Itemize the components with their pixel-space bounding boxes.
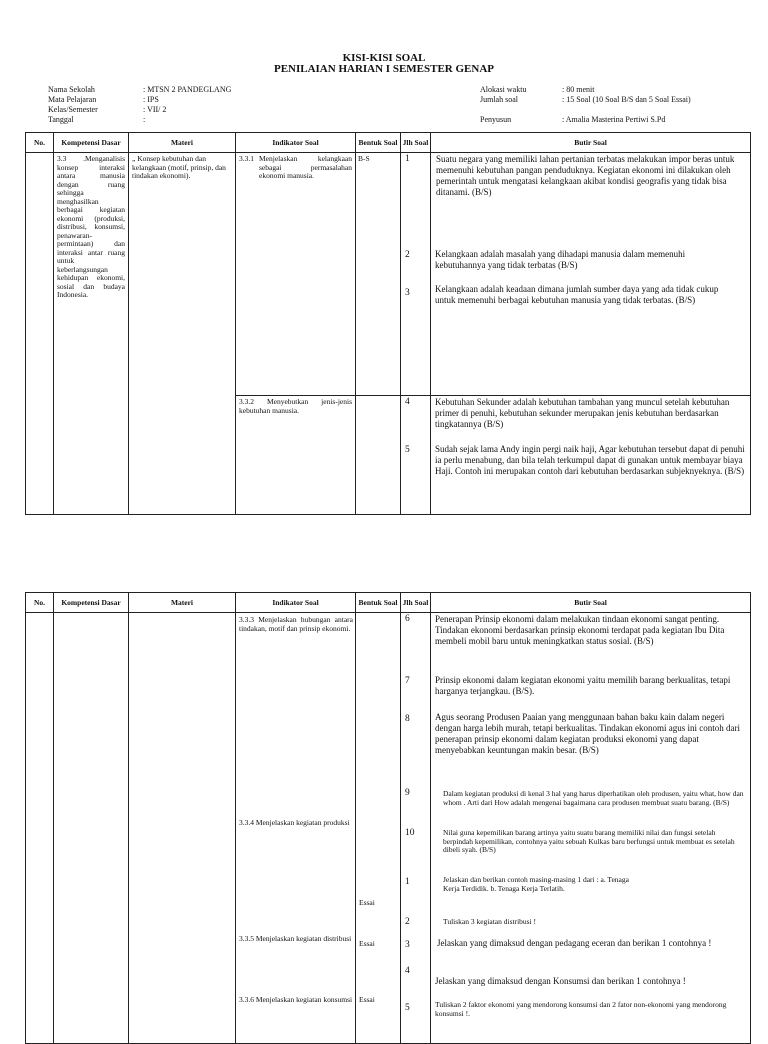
jlh-cell	[401, 396, 431, 515]
item-number: 4	[405, 966, 410, 976]
kisi-table-1	[25, 132, 751, 515]
question-text: Dalam kegiatan produksi di kenal 3 hal yang harus diperhatikan oleh produsen, yaitu what, how dan whom . Arti dari How adalah mengenai bagaimana cara produsen membuat suatu barang. (B/S)	[443, 789, 744, 807]
bentuk-text: Essai	[359, 995, 375, 1004]
item-number: 6	[405, 614, 410, 624]
info-label: Tanggal	[48, 115, 74, 124]
indikator-text: 3.3.6 Menjelaskan kegiatan konsumsi	[239, 995, 353, 1004]
item-number: 1	[405, 154, 410, 164]
question-text: Jelaskan yang dimaksud dengan pedagang eceran dan berikan 1 contohnya !	[437, 938, 712, 948]
item-number: 1	[405, 877, 410, 887]
butir-cell	[431, 613, 751, 1044]
no-cell	[26, 613, 54, 1044]
col-header-indikator: Indikator Soal	[236, 593, 356, 613]
info-value: : IPS	[143, 95, 159, 104]
info-right	[480, 85, 750, 127]
item-number: 7	[405, 676, 410, 686]
info-label: Kelas/Semester	[48, 105, 98, 114]
bentuk-cell	[356, 613, 401, 1044]
indikator-text: Menjelaskan kelangkaan sebagai permasalahan ekonomi manusia.	[259, 154, 352, 180]
question-text: Tuliskan 3 kegiatan distribusi !	[443, 917, 537, 926]
kd-cell	[54, 153, 129, 515]
question-text: Kebutuhan Sekunder adalah kebutuhan tambahan yang muncul setelah kebutuhan primer di penuhi, kebutuhan sekunder merupakan jenis kebutuhan berdasarkan tingkatannya (B/S)	[435, 397, 730, 429]
question-text: Agus seorang Produsen Paaian yang menggunaan bahan baku kain dalam negeri dengan harga lebih murah, tetapi berkualitas. Tindakan ekonomi agus ini contoh dari penerapan prinsip ekonomi dalam kegiatan produksi ekonomi yang dapat menyebabkan keuntungan makin besar. (B/S)	[435, 712, 741, 755]
info-left	[48, 85, 348, 127]
question-text: Penerapan Prinsip ekonomi dalam melakukan tindaan ekonomi sangat penting. Tindakan ekonomi berdasarkan prinsip ekonomi terdapat pada kegiatan Ibu Dita membeli mobil baru untuk meningkatkan status sosial. (B/S)	[435, 614, 725, 646]
indikator-text: 3.3.2 Menyebutkan jenis-jenis kebutuhan manusia.	[239, 397, 352, 415]
bentuk-text: Essai	[359, 939, 375, 948]
question-text: Kelangkaan adalah keadaan dimana jumlah sumber daya yang ada tidak cukup untuk memenuhi berbagai kebutuhan manusia yang tidak terbatas. (B/S)	[435, 284, 719, 305]
item-number: 4	[405, 397, 410, 407]
indikator-number: 3.3.1	[239, 154, 254, 163]
col-header-jlh: Jlh Soal	[401, 133, 431, 153]
bentuk-cell	[356, 153, 401, 396]
info-value: : 15 Soal (10 Soal B/S dan 5 Soal Essai)	[562, 95, 691, 104]
no-cell	[26, 153, 54, 515]
info-value: : MTSN 2 PANDEGLANG	[143, 85, 232, 94]
col-header-materi: Materi	[129, 593, 236, 613]
item-number: 3	[405, 288, 410, 298]
item-number: 2	[405, 250, 410, 260]
col-header-kd: Kompetensi Dasar	[54, 133, 129, 153]
materi-text: „ Konsep kebutuhan dan kelangkaan (motif, prinsip, dan tindakan ekonomi).	[132, 154, 226, 180]
item-number: 2	[405, 917, 410, 927]
item-number: 9	[405, 788, 410, 798]
materi-cell	[129, 613, 236, 1044]
bentuk-cell	[356, 396, 401, 515]
item-number: 5	[405, 1003, 410, 1013]
kd-cell	[54, 613, 129, 1044]
col-header-no: No.	[26, 133, 54, 153]
question-text: Prinsip ekonomi dalam kegiatan ekonomi yaitu memilih barang berkualitas, tetapi harganya terjangkau. (B/S).	[435, 675, 731, 696]
col-header-jlh: Jlh Soal	[401, 593, 431, 613]
info-value: : Amalia Masterina Pertiwi S.Pd	[562, 115, 666, 124]
question-text: Jelaskan dan berikan contoh masing-masing 1 dari : a. Tenaga Kerja Terdidik. b. Tenaga Kerja Terlatih.	[443, 875, 629, 893]
bentuk-text: B-S	[358, 154, 370, 163]
info-label: Jumlah soal	[480, 95, 518, 104]
bentuk-text: Essai	[359, 898, 375, 907]
col-header-butir: Butir Soal	[431, 133, 751, 153]
question-text: Suatu negara yang memiliki lahan pertanian terbatas melakukan impor beras untuk memenuhi kebutuhan pangan penduduknya. Kegiatan ekonomi ini dilakukan oleh pemerintah untuk mengatasi kelangkaan akibat kondisi geografis yang tidak bisa ditanami. (B/S)	[436, 154, 735, 197]
col-header-bentuk: Bentuk Soal	[356, 593, 401, 613]
info-label: Penyusun	[480, 115, 512, 124]
indikator-cell	[236, 396, 356, 515]
butir-cell	[431, 153, 751, 396]
jlh-cell	[401, 153, 431, 396]
jlh-cell	[401, 613, 431, 1044]
item-number: 5	[405, 445, 410, 455]
col-header-kd: Kompetensi Dasar	[54, 593, 129, 613]
question-text: Nilai guna kepemilikan barang artinya yaitu suatu barang memiliki nilai dan fungsi setelah berpindah kepemilikan, contohnya yaitu sebuah Kulkas baru berfungsi untuk membuat es setelah dibeli syah. (B/S)	[443, 828, 735, 854]
info-label: Alokasi waktu	[480, 85, 527, 94]
document-subtitle: PENILAIAN HARIAN I SEMESTER GENAP	[273, 63, 495, 75]
butir-cell	[431, 396, 751, 515]
document-title: KISI-KISI SOAL	[342, 52, 426, 64]
kd-text: 3.3 .Menganalisis konsep interaksi antara manusia dengan ruang sehingga menghasilkan berbagai kegiatan ekonomi (produksi, distribusi, konsumsi, penawaran-permintaan) dan interaksi antar ruang untuk keberlangsungan kehidupan ekonomi, sosial dan budaya Indonesia.	[57, 154, 125, 299]
info-value: : 80 menit	[562, 85, 595, 94]
col-header-bentuk: Bentuk Soal	[356, 133, 401, 153]
item-number: 8	[405, 714, 410, 724]
question-text: Tuliskan 2 faktor ekonomi yang mendorong konsumsi dan 2 fator non-ekonomi yang mendorong konsumsi !.	[435, 1000, 727, 1018]
info-value: : VII/ 2	[143, 105, 167, 114]
question-text: Jelaskan yang dimaksud dengan Konsumsi dan berikan 1 contohnya !	[435, 976, 686, 986]
col-header-materi: Materi	[129, 133, 236, 153]
materi-cell	[129, 153, 236, 515]
indikator-text: 3.3.3 Menjelaskan hubungan antara tindakan, motif dan prinsip ekonomi.	[239, 615, 353, 633]
item-number: 3	[405, 940, 410, 950]
indikator-text: 3.3.5 Menjelaskan kegiatan distribusi	[239, 934, 352, 943]
indikator-text: 3.3.4 Menjelaskan kegiatan produksi	[239, 818, 350, 827]
col-header-no: No.	[26, 593, 54, 613]
item-number: 10	[405, 828, 415, 838]
info-value: :	[143, 115, 146, 124]
col-header-butir: Butir Soal	[431, 593, 751, 613]
question-text: Sudah sejak lama Andy ingin pergi naik haji, Agar kebutuhan tersebut dapat di penuhi ia perlu menabung, dan bila telah terkumpul dapat di gunakan untuk membayar biaya Haji. Contoh ini merupakan contoh dari kebutuhan berdasarkan subjeknyeknya. (B/S)	[435, 444, 745, 476]
question-text: Kelangkaan adalah masalah yang dihadapi manusia dalam memenuhi kebutuhannya yang tidak terbatas (B/S)	[435, 249, 686, 270]
indikator-cell	[236, 613, 356, 1044]
col-header-indikator: Indikator Soal	[236, 133, 356, 153]
kisi-table-2	[25, 592, 751, 1044]
info-label: Nama Sekolah	[48, 85, 95, 94]
info-label: Mata Pelajaran	[48, 95, 97, 104]
indikator-cell	[236, 153, 356, 396]
